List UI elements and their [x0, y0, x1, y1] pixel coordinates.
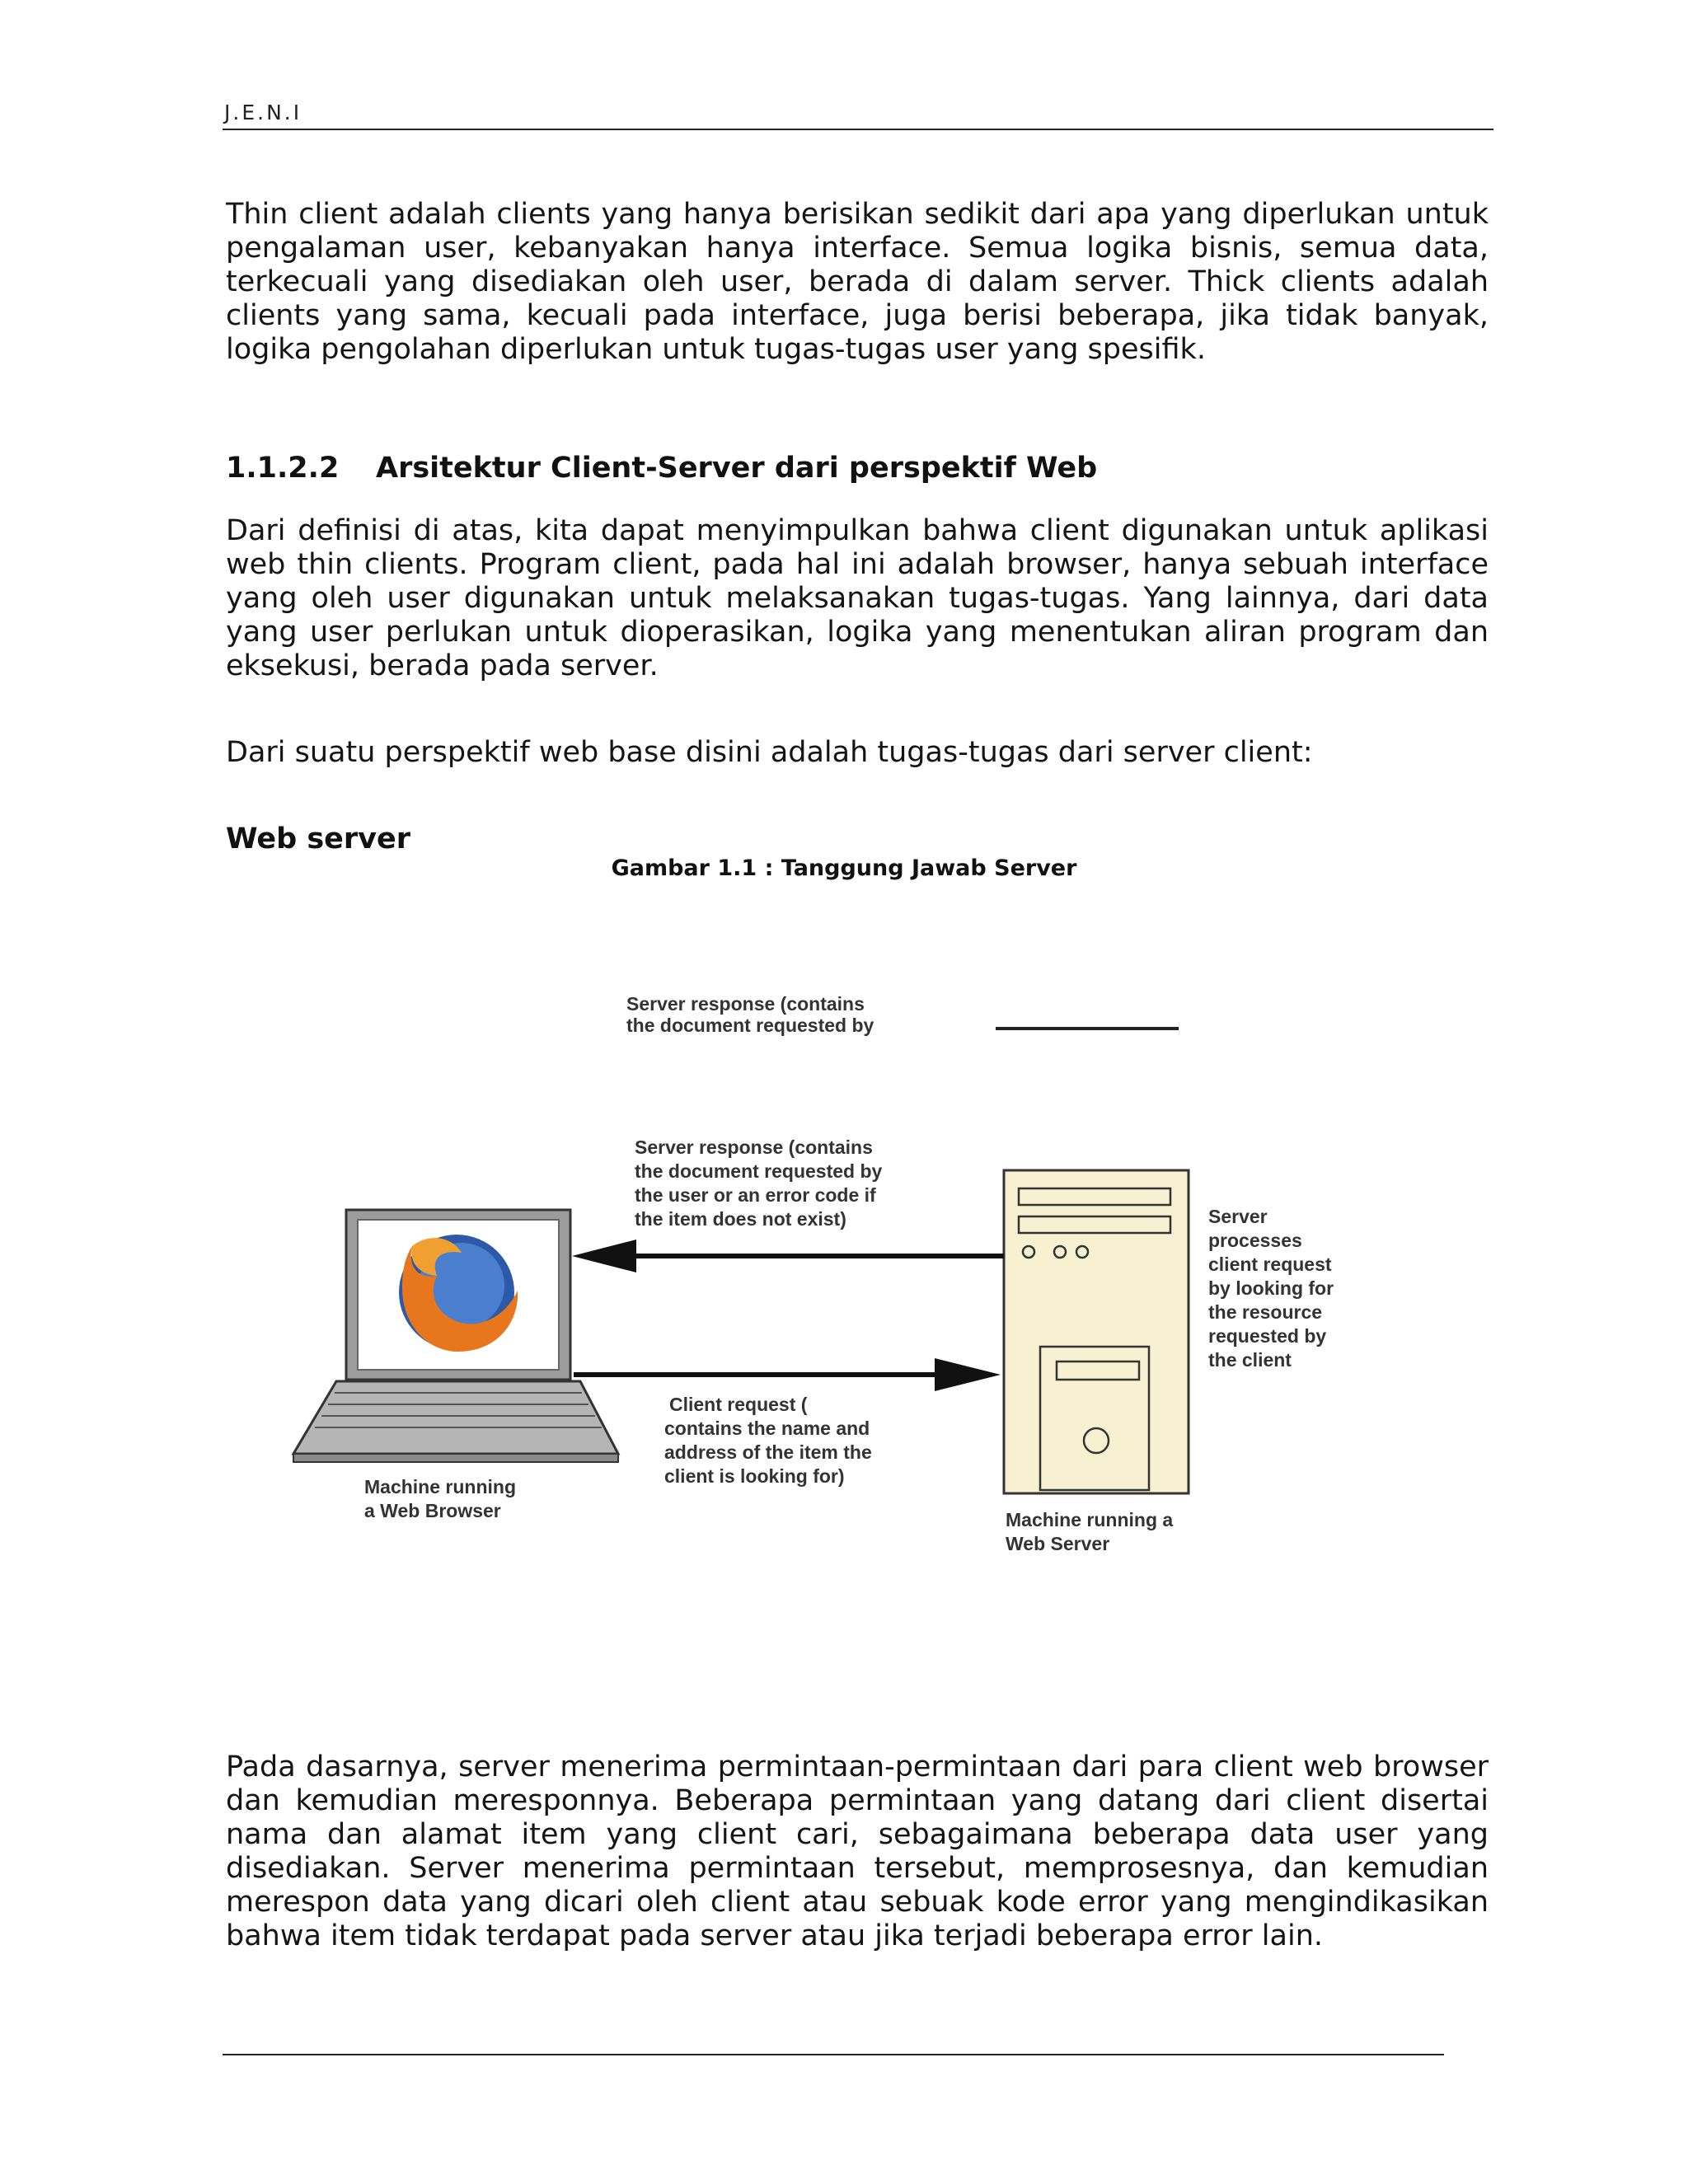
response-label-line-4: the item does not exist): [635, 1208, 846, 1230]
ghost-label-line-2: the document requested by: [626, 1015, 874, 1036]
ghost-label-line-1: Server response (contains: [626, 993, 865, 1015]
request-label-line-3: address of the item the: [664, 1441, 872, 1463]
paragraph-thin-client: Thin client adalah clients yang hanya berisikan sedikit dari apa yang diperlukan untuk pengalaman user, kebanyakan hanya interface. Semua logika bisnis, semua data, terkecuali yang disediakan oleh user, berada di dalam server. Thick clients adalah clients yang sama, kecuali pada interface, juga berisi beberapa, jika tidak banyak, logika pengolahan diperlukan untuk tugas-tugas user yang spesifik.: [226, 198, 1489, 366]
server-process-label: [1208, 1206, 1334, 1371]
response-arrow: [572, 1240, 1004, 1272]
server-machine-line-2: Web Server: [1006, 1533, 1110, 1554]
client-machine-line-2: a Web Browser: [364, 1500, 501, 1521]
paragraph-server-process: Pada dasarnya, server menerima permintaan-permintaan dari para client web browser dan kemudian meresponnya. Beberapa permintaan yang datang dari client disertai nama dan alamat item yang client cari, sebagaimana beberapa data user yang disediakan. Server menerima permintaan tersebut, memprosesnya, dan kemudian merespon data yang dicari oleh client atau sebuak kode error yang mengindikasikan bahwa item tidak terdapat pada server atau jika terjadi beberapa error lain.: [226, 1750, 1489, 1952]
figure-caption: Gambar 1.1 : Tanggung Jawab Server: [611, 855, 1077, 881]
subheading-web-server: Web server: [226, 823, 410, 855]
section-title: Arsitektur Client-Server dari perspektif Web: [376, 452, 1098, 485]
response-label-line-3: the user or an error code if: [635, 1184, 876, 1206]
client-machine-label: [364, 1476, 516, 1521]
server-machine-line-1: Machine running a: [1006, 1509, 1174, 1530]
running-header: J.E.N.I: [224, 101, 302, 124]
server-tower-icon: [1004, 1170, 1189, 1493]
request-label-line-4: client is looking for): [664, 1465, 845, 1487]
server-process-line-1: Server: [1208, 1206, 1268, 1227]
request-label-line-1: Client request (: [669, 1394, 808, 1415]
ghost-fragment: [626, 993, 1179, 1036]
server-process-line-2: processes: [1208, 1230, 1302, 1251]
server-process-line-3: client request: [1208, 1254, 1332, 1275]
request-label: [664, 1394, 872, 1487]
server-machine-label: [1006, 1509, 1173, 1554]
response-label-line-2: the document requested by: [635, 1160, 883, 1182]
section-number: 1.1.2.2: [226, 452, 340, 485]
footer-rule: [223, 2054, 1444, 2055]
paragraph-intro: Dari suatu perspektif web base disini adalah tugas-tugas dari server client:: [226, 736, 1313, 769]
paragraph-definition: Dari definisi di atas, kita dapat menyimpulkan bahwa client digunakan untuk aplikasi web thin clients. Program client, pada hal ini adalah browser, hanya sebuah interface yang oleh user digunakan untuk melaksanakan tugas-tugas. Yang lainnya, dari data yang user perlukan untuk dioperasikan, logika yang menentukan aliran program dan eksekusi, berada pada server.: [226, 514, 1489, 682]
response-label: [635, 1137, 883, 1230]
server-process-line-7: the client: [1208, 1349, 1292, 1371]
server-process-line-5: the resource: [1208, 1301, 1323, 1323]
request-label-line-2: contains the name and: [664, 1418, 870, 1439]
server-process-line-4: by looking for: [1208, 1277, 1334, 1299]
response-label-line-1: Server response (contains: [635, 1137, 873, 1158]
client-machine-line-1: Machine running: [364, 1476, 516, 1497]
request-arrow: [574, 1358, 1001, 1391]
server-process-line-6: requested by: [1208, 1325, 1327, 1347]
ghost-line: [996, 1027, 1179, 1030]
